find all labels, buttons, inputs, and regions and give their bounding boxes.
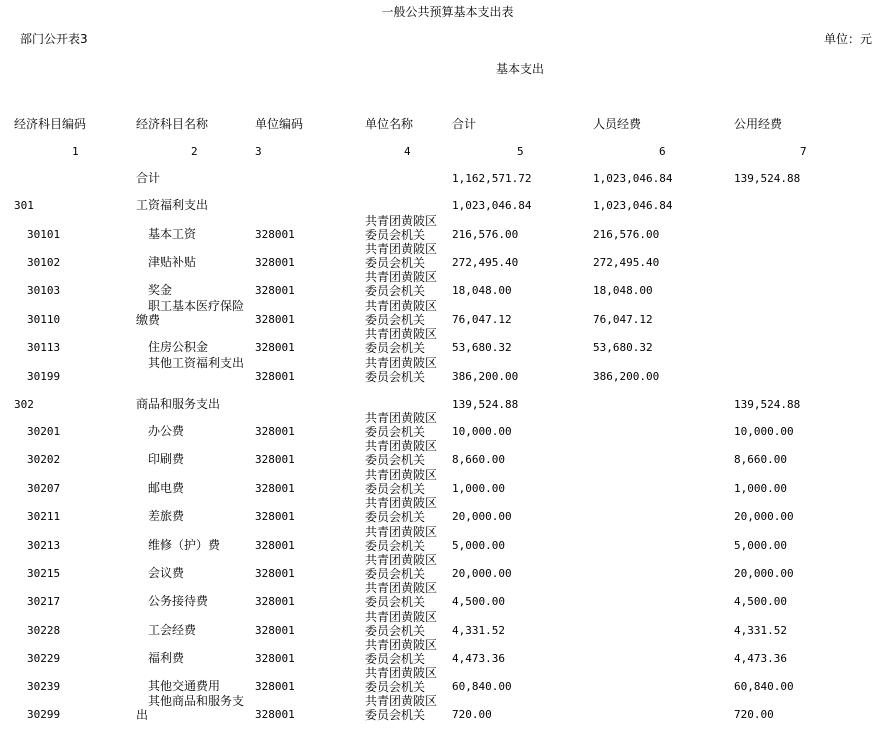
currency-unit-label: 单位：元 [824,32,873,46]
cell-public: 20,000.00 [734,567,794,580]
cell-total: 272,495.40 [452,256,519,269]
cell-unit-code: 328001 [255,284,295,297]
cell-unit-code: 328001 [255,680,295,693]
cell-unit-code: 328001 [255,510,295,523]
cell-unit-name: 共青团黄陂区委员会机关 [365,581,438,609]
cell-total: 5,000.00 [452,539,505,552]
cell-public: 720.00 [734,708,774,721]
column-index: 2 [191,145,198,158]
department-label: 部门公开表3 [20,32,88,46]
cell-econ-name: 商品和服务支出 [136,397,221,411]
cell-unit-code: 328001 [255,370,295,383]
cell-unit-name: 共青团黄陂区委员会机关 [365,525,438,553]
cell-total: 20,000.00 [452,567,512,580]
cell-unit-name: 共青团黄陂区委员会机关 [365,356,438,384]
cell-econ-name: 津贴补贴 [148,255,197,269]
cell-unit-name: 共青团黄陂区委员会机关 [365,439,438,467]
cell-econ-code: 30102 [27,256,61,269]
cell-unit-name: 共青团黄陂区委员会机关 [365,610,438,638]
cell-total: 1,000.00 [452,482,505,495]
cell-econ-code: 30199 [27,370,61,383]
cell-econ-name: 会议费 [148,566,185,580]
cell-public: 8,660.00 [734,453,787,466]
cell-econ-code: 30215 [27,567,61,580]
column-header-econ-name: 经济科目名称 [136,117,209,131]
cell-unit-code: 328001 [255,567,295,580]
cell-unit-code: 328001 [255,313,295,326]
cell-unit-code: 328001 [255,595,295,608]
cell-econ-code: 301 [14,199,34,212]
cell-public: 5,000.00 [734,539,787,552]
cell-unit-name: 共青团黄陂区委员会机关 [365,242,438,270]
cell-unit-name: 共青团黄陂区委员会机关 [365,327,438,355]
cell-econ-code: 30101 [27,228,61,241]
cell-unit-name: 共青团黄陂区委员会机关 [365,694,438,722]
cell-public: 4,331.52 [734,624,787,637]
cell-econ-name: 工资福利支出 [136,198,209,212]
cell-public: 60,840.00 [734,680,794,693]
cell-total: 720.00 [452,708,492,721]
cell-total: 60,840.00 [452,680,512,693]
cell-econ-name: 维修（护）费 [148,538,221,552]
cell-econ-name: 其他商品和服务支出 [136,694,245,722]
column-index: 4 [404,145,411,158]
cell-personnel: 386,200.00 [593,370,660,383]
cell-econ-code: 30202 [27,453,61,466]
cell-unit-code: 328001 [255,256,295,269]
cell-total: 1,162,571.72 [452,172,532,185]
cell-econ-code: 30239 [27,680,61,693]
column-index: 1 [72,145,79,158]
cell-econ-code: 30217 [27,595,61,608]
cell-total: 1,023,046.84 [452,199,532,212]
cell-total: 216,576.00 [452,228,519,241]
cell-public: 4,473.36 [734,652,787,665]
cell-unit-name: 共青团黄陂区委员会机关 [365,270,438,298]
cell-personnel: 18,048.00 [593,284,653,297]
column-index: 3 [255,145,262,158]
column-header-public: 公用经费 [734,117,783,131]
cell-econ-code: 30299 [27,708,61,721]
cell-unit-code: 328001 [255,341,295,354]
cell-econ-code: 30211 [27,510,61,523]
cell-econ-code: 302 [14,398,34,411]
cell-personnel: 272,495.40 [593,256,660,269]
cell-econ-code: 30207 [27,482,61,495]
cell-unit-name: 共青团黄陂区委员会机关 [365,638,438,666]
cell-unit-code: 328001 [255,624,295,637]
cell-econ-name: 基本工资 [148,227,197,241]
cell-econ-name: 公务接待费 [148,594,209,608]
cell-unit-code: 328001 [255,708,295,721]
cell-unit-name: 共青团黄陂区委员会机关 [365,666,438,694]
cell-unit-code: 328001 [255,482,295,495]
cell-econ-name: 职工基本医疗保险缴费 [136,299,245,327]
cell-econ-code: 30228 [27,624,61,637]
cell-econ-code: 30213 [27,539,61,552]
column-header-personnel: 人员经费 [593,117,642,131]
cell-total: 4,500.00 [452,595,505,608]
section-title: 基本支出 [495,62,544,76]
cell-unit-name: 共青团黄陂区委员会机关 [365,299,438,327]
cell-econ-name: 奖金 [148,283,173,297]
cell-unit-name: 共青团黄陂区委员会机关 [365,214,438,242]
report-title: 一般公共预算基本支出表 [381,5,514,19]
cell-unit-code: 328001 [255,453,295,466]
cell-total: 10,000.00 [452,425,512,438]
cell-econ-code: 30229 [27,652,61,665]
column-index: 6 [659,145,666,158]
cell-econ-name: 福利费 [148,651,185,665]
cell-econ-name: 工会经费 [148,623,197,637]
cell-unit-code: 328001 [255,228,295,241]
cell-personnel: 76,047.12 [593,313,653,326]
column-index: 7 [800,145,807,158]
cell-unit-code: 328001 [255,539,295,552]
cell-unit-name: 共青团黄陂区委员会机关 [365,496,438,524]
cell-personnel: 216,576.00 [593,228,660,241]
column-header-unit-name: 单位名称 [365,117,414,131]
cell-total: 139,524.88 [452,398,519,411]
cell-personnel: 53,680.32 [593,341,653,354]
cell-public: 1,000.00 [734,482,787,495]
column-header-total: 合计 [452,117,477,131]
cell-total: 4,331.52 [452,624,505,637]
cell-econ-name: 其他工资福利支出 [148,356,245,370]
column-header-econ-code: 经济科目编码 [14,117,87,131]
cell-econ-name: 邮电费 [148,481,185,495]
cell-unit-name: 共青团黄陂区委员会机关 [365,468,438,496]
cell-unit-code: 328001 [255,652,295,665]
column-header-unit-code: 单位编码 [255,117,304,131]
cell-total: 18,048.00 [452,284,512,297]
cell-econ-name: 办公费 [148,424,185,438]
cell-econ-code: 30103 [27,284,61,297]
cell-econ-code: 30201 [27,425,61,438]
cell-public: 139,524.88 [734,172,801,185]
cell-unit-name: 共青团黄陂区委员会机关 [365,553,438,581]
cell-total: 4,473.36 [452,652,505,665]
cell-total: 76,047.12 [452,313,512,326]
cell-econ-name: 住房公积金 [148,340,209,354]
cell-econ-name: 其他交通费用 [148,679,221,693]
cell-public: 10,000.00 [734,425,794,438]
cell-personnel: 1,023,046.84 [593,199,673,212]
cell-total: 386,200.00 [452,370,519,383]
cell-unit-name: 共青团黄陂区委员会机关 [365,411,438,439]
cell-public: 4,500.00 [734,595,787,608]
cell-econ-code: 30110 [27,313,61,326]
cell-econ-name: 合计 [136,171,161,185]
cell-econ-code: 30113 [27,341,61,354]
cell-public: 20,000.00 [734,510,794,523]
cell-total: 20,000.00 [452,510,512,523]
cell-unit-code: 328001 [255,425,295,438]
column-index: 5 [517,145,524,158]
cell-personnel: 1,023,046.84 [593,172,673,185]
cell-total: 53,680.32 [452,341,512,354]
cell-total: 8,660.00 [452,453,505,466]
cell-public: 139,524.88 [734,398,801,411]
cell-econ-name: 差旅费 [148,509,185,523]
cell-econ-name: 印刷费 [148,452,185,466]
